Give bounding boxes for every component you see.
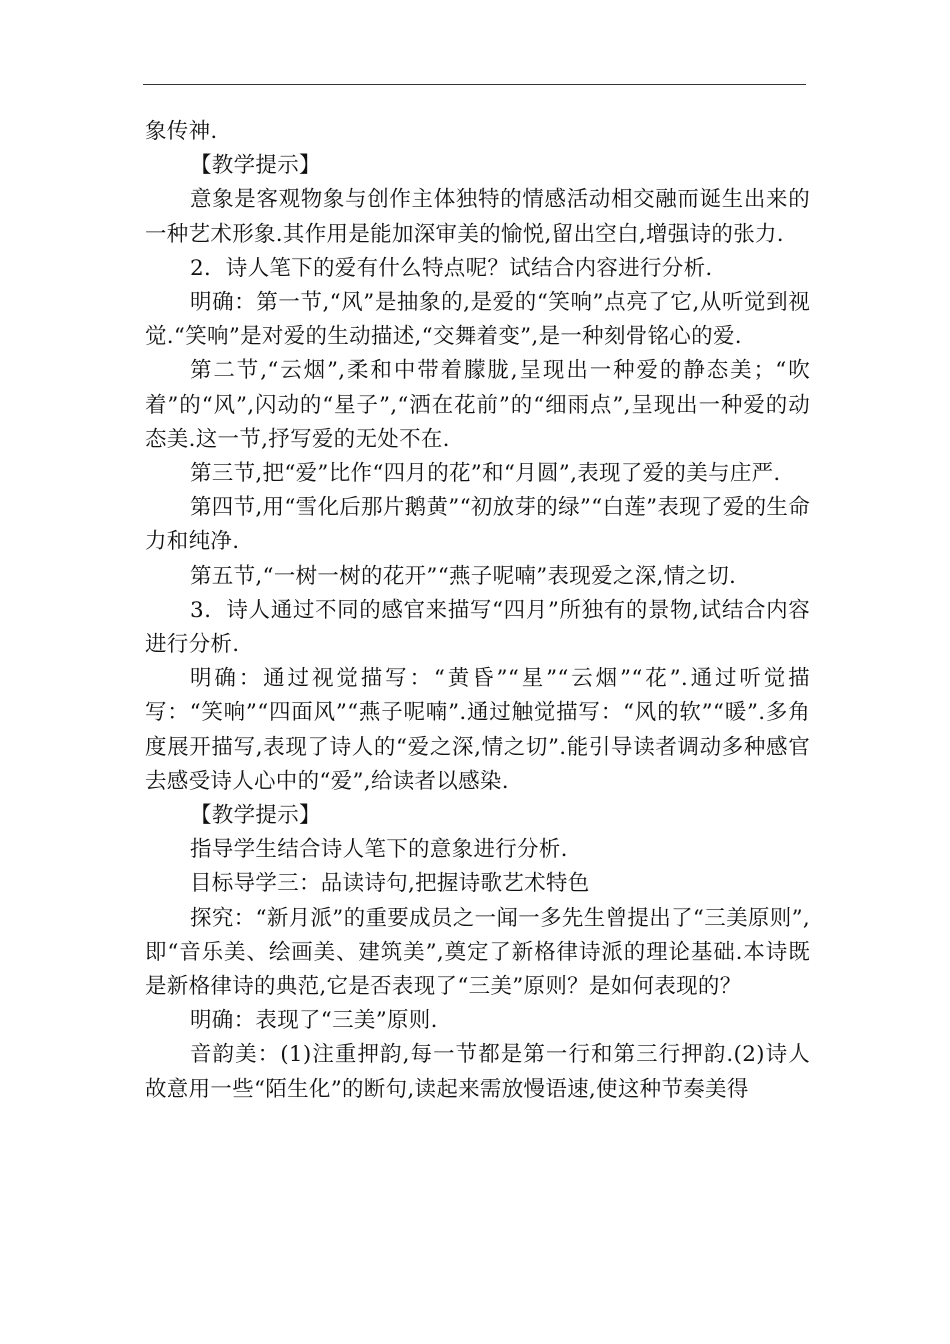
question: 3．诗人通过不同的感官来描写“四月”所独有的景物,试结合内容进行分析. [145, 597, 810, 658]
paragraph: 音韵美：(1)注重押韵,每一节都是第一行和第三行押韵.(2)诗人故意用一些“陌生化”的断句,读起来需放慢语速,使这种节奏美得 [145, 1042, 810, 1102]
paragraph: 探究：“新月派”的重要成员之一闻一多先生曾提出了“三美原则”,即“音乐美、绘画美、建筑美”,奠定了新格律诗派的理论基础.本诗既是新格律诗的典范,它是否表现了“三美”原则？是如何表现的？ [145, 905, 810, 1000]
document-body [145, 115, 810, 1107]
paragraph: 明确：第一节,“风”是抽象的,是爱的“笑响”点亮了它,从听觉到视觉.“笑响”是对爱的生动描述,“交舞着变”,是一种刻骨铭心的爱. [145, 290, 810, 350]
paragraph: 第四节,用“雪化后那片鹅黄”“初放芽的绿”“白莲”表现了爱的生命力和纯净. [145, 495, 810, 555]
paragraph: 第二节,“云烟”,柔和中带着朦胧,呈现出一种爱的静态美；“吹着”的“风”,闪动的“星子”,“洒在花前”的“细雨点”,呈现出一种爱的动态美.这一节,抒写爱的无处不在. [145, 358, 810, 452]
paragraph: 指导学生结合诗人笔下的意象进行分析. [190, 837, 568, 863]
section-heading: 目标导学三：品读诗句,把握诗歌艺术特色 [190, 871, 590, 897]
header-rule [143, 84, 806, 85]
question: 2．诗人笔下的爱有什么特点呢？试结合内容进行分析. [190, 255, 713, 281]
paragraph: 第五节,“一树一树的花开”“燕子呢喃”表现爱之深,情之切. [190, 563, 737, 589]
paragraph: 明确：表现了“三美”原则. [190, 1008, 438, 1034]
section-heading: 【教学提示】 [190, 803, 321, 829]
paragraph: 象传神. [145, 119, 218, 144]
paragraph: 意象是客观物象与创作主体独特的情感活动相交融而诞生出来的一种艺术形象.其作用是能加深审美的愉悦,留出空白,增强诗的张力. [145, 187, 810, 247]
paragraph: 第三节,把“爱”比作“四月的花”和“月圆”,表现了爱的美与庄严. [190, 461, 781, 487]
section-heading: 【教学提示】 [190, 153, 321, 179]
paragraph: 明确：通过视觉描写：“黄昏”“星”“云烟”“花”.通过听觉描写：“笑响”“四面风”“燕子呢喃”.通过触觉描写：“风的软”“暖”.多角度展开描写,表现了诗人的“爱之深,情之切”.能引导读者调动多种感官去感受诗人心中的“爱”,给读者以感染. [145, 666, 810, 794]
